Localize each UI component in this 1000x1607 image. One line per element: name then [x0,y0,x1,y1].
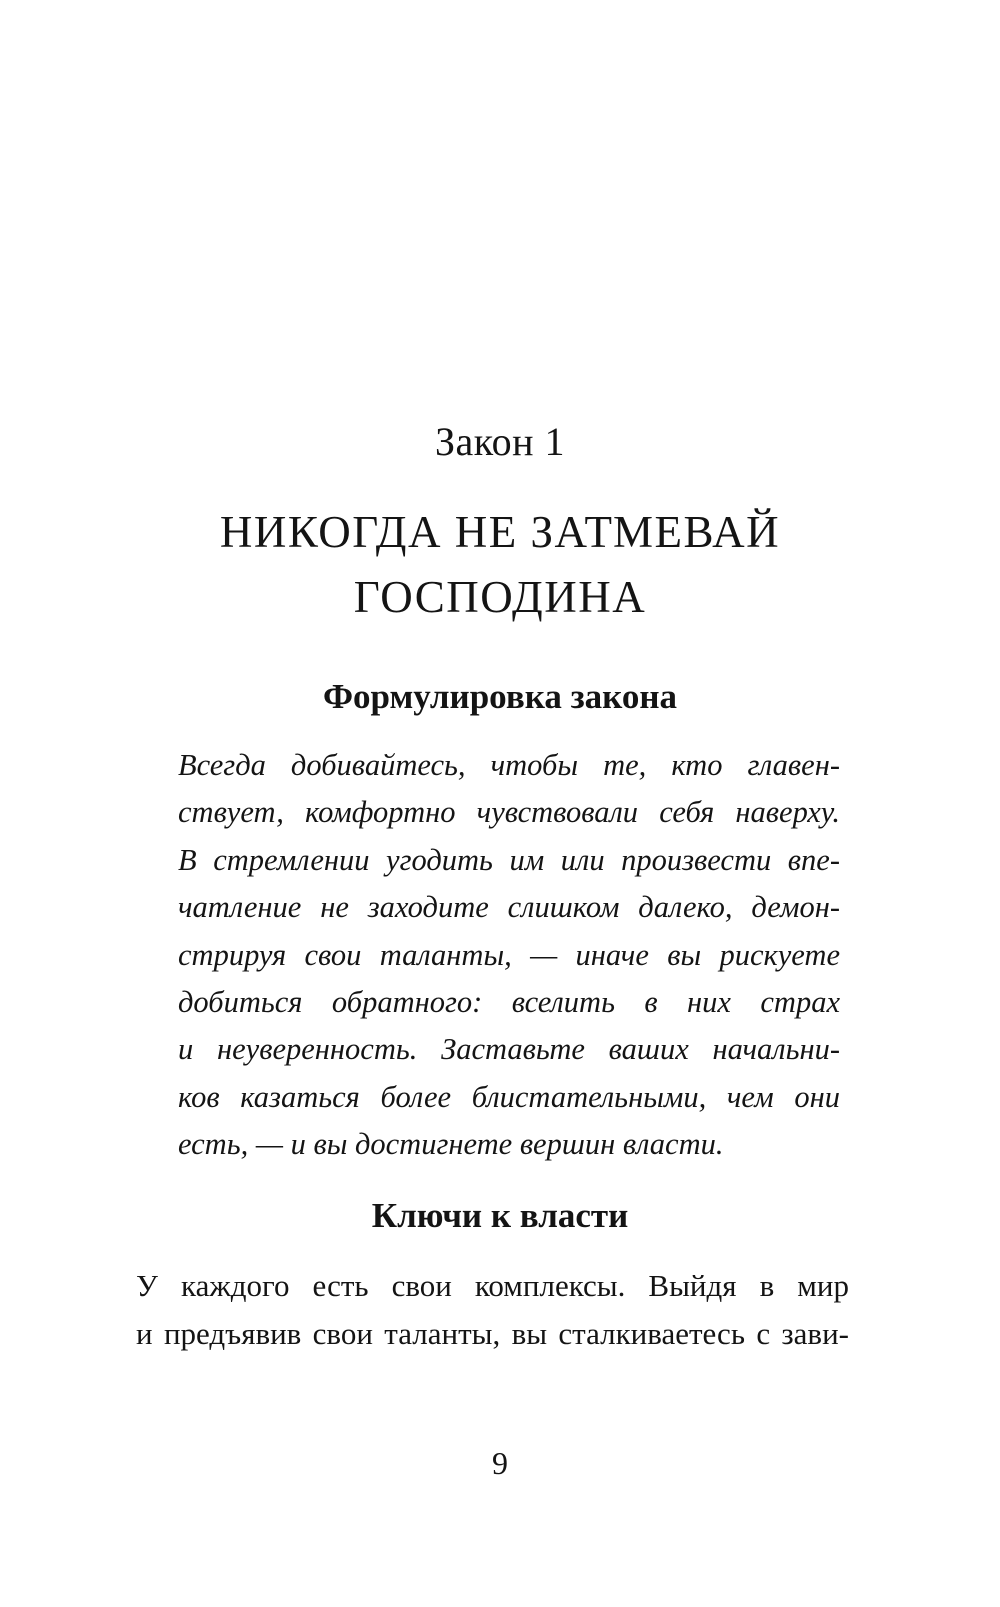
statement-line: добиться обратного: вселить в них страх [178,985,840,1020]
chapter-title-line: НИКОГДА НЕ ЗАТМЕВАЙ [219,507,781,557]
body-line: и предъявив свои таланты, вы сталкиваетесь с зави- [136,1316,849,1351]
chapter-title-line: ГОСПОДИНА [353,572,647,622]
statement-line: ствует, комфортно чувствовали себя наверху. [178,795,840,830]
page-number: 9 [492,1445,508,1481]
statement-line: и неуверенность. Заставьте ваших начальни- [178,1032,840,1067]
law-number: Закон 1 [434,419,566,464]
body-line: У каждого есть свои комплексы. Выйдя в мир [136,1268,849,1303]
formulation-heading: Формулировка закона [322,677,678,716]
statement-line: В стремлении угодить им или произвести впе- [178,842,840,877]
statement-line: стрируя свои таланты, — иначе вы рискуете [178,937,840,972]
keys-heading: Ключи к власти [371,1196,629,1235]
statement-line: есть, — и вы достигнете вершин власти. [178,1127,724,1162]
statement-line: ков казаться более блистательными, чем они [178,1079,840,1114]
law-statement [178,742,840,1169]
chapter-title [0,500,1000,630]
statement-line: чатление не заходите слишком далеко, демон- [178,890,840,925]
body-paragraph [136,1262,849,1358]
statement-line: Всегда добивайтесь, чтобы те, кто главен- [178,748,840,782]
